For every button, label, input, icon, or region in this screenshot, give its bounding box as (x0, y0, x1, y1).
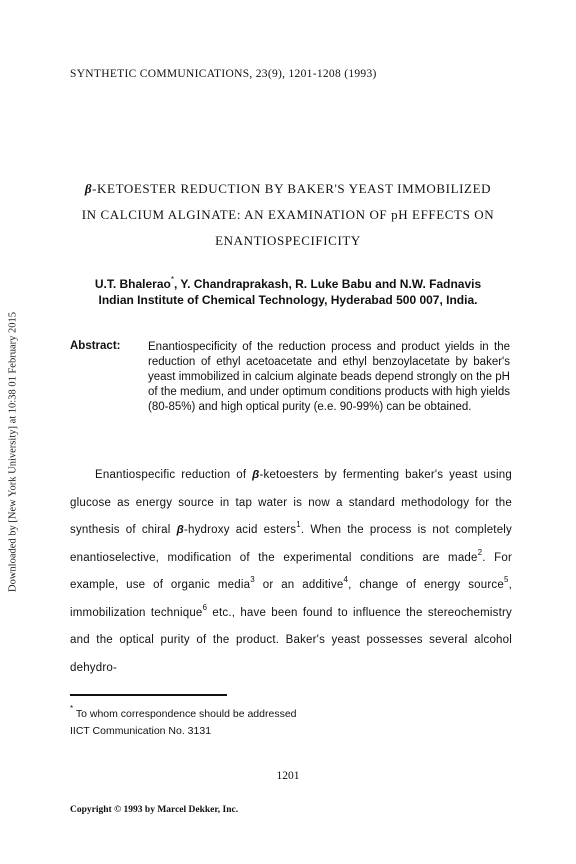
abstract-text: Enantiospecificity of the reduction process and product yields in the reduction of ethyl acetoacetate and ethyl benzoylacetate by baker's yeast immobilized in calcium alginate beads depend strongly on the pH of the medium, and under optimum conditions products with high yields (80-85%) and high optical purity (e.e. 90-99%) can be obtained. (148, 341, 510, 413)
affiliation: Indian Institute of Chemical Technology, Hyderabad 500 007, India. (98, 293, 478, 307)
body-segment: Enantiospecific reduction of (95, 469, 253, 481)
download-side-note-text: Downloaded by [New York University] at 10:38 01 February 2015 (7, 312, 19, 592)
reference-4: 4 (343, 575, 349, 584)
other-authors: , Y. Chandraprakash, R. Luke Babu and N.W. Fadnavis (173, 277, 482, 291)
body-segment: or an additive (254, 579, 344, 591)
body-segment: , change of energy source (348, 579, 504, 591)
footnote-mark: * (70, 704, 74, 713)
beta-symbol: β (84, 181, 93, 196)
title-line-1 (0, 181, 576, 197)
footnote-rule (70, 694, 227, 696)
body-segment: , immobilization technique (70, 579, 512, 619)
first-author: U.T. Bhalerao (94, 277, 171, 291)
body-segment: -hydroxy acid esters (183, 524, 297, 536)
copyright-notice: Copyright © 1993 by Marcel Dekker, Inc. (70, 805, 239, 815)
corresponding-mark: * (170, 275, 174, 284)
reference-5: 5 (503, 575, 509, 584)
reference-1: 1 (296, 520, 301, 529)
body-segment: . When the process is not completely enantioselective, modification of the experimental conditions are made (70, 524, 512, 564)
reference-2: 2 (477, 547, 483, 557)
beta-symbol: β (176, 524, 184, 536)
journal-header: SYNTHETIC COMMUNICATIONS, 23(9), 1201-1208 (1993) (70, 68, 377, 80)
body-segment: . For example, use of organic media (70, 551, 513, 591)
body-paragraph (70, 462, 512, 682)
footnote-correspondence: To whom correspondence should be addressed (75, 708, 297, 720)
title-line-3: ENANTIOSPECIFICITY (215, 233, 361, 248)
body-segment: etc., have been found to influence the stereochemistry and the optical purity of the product. Baker's yeast possesses several alcohol dehydro- (70, 606, 512, 674)
body-text (70, 462, 512, 682)
page-number: 1201 (276, 770, 300, 782)
author-block (0, 276, 576, 308)
reference-6: 6 (202, 602, 208, 612)
footnote-line-1 (70, 706, 297, 723)
reference-3: 3 (250, 575, 255, 584)
body-segment: -ketoesters by fermenting baker's yeast using glucose as energy source in tap water is now a standard methodology for the synthesis of chiral (70, 469, 513, 536)
title-line-2: IN CALCIUM ALGINATE: AN EXAMINATION OF pH EFFECTS ON (81, 207, 495, 222)
abstract-label: Abstract: (70, 340, 121, 352)
footnote-line-2: IICT Communication No. 3131 (70, 725, 212, 737)
title-line-1-text: -KETOESTER REDUCTION BY BAKER'S YEAST IMMOBILIZED (92, 181, 492, 196)
download-side-note (6, 262, 20, 642)
footnote (70, 706, 297, 740)
author-list (0, 276, 576, 292)
beta-symbol: β (252, 469, 260, 481)
